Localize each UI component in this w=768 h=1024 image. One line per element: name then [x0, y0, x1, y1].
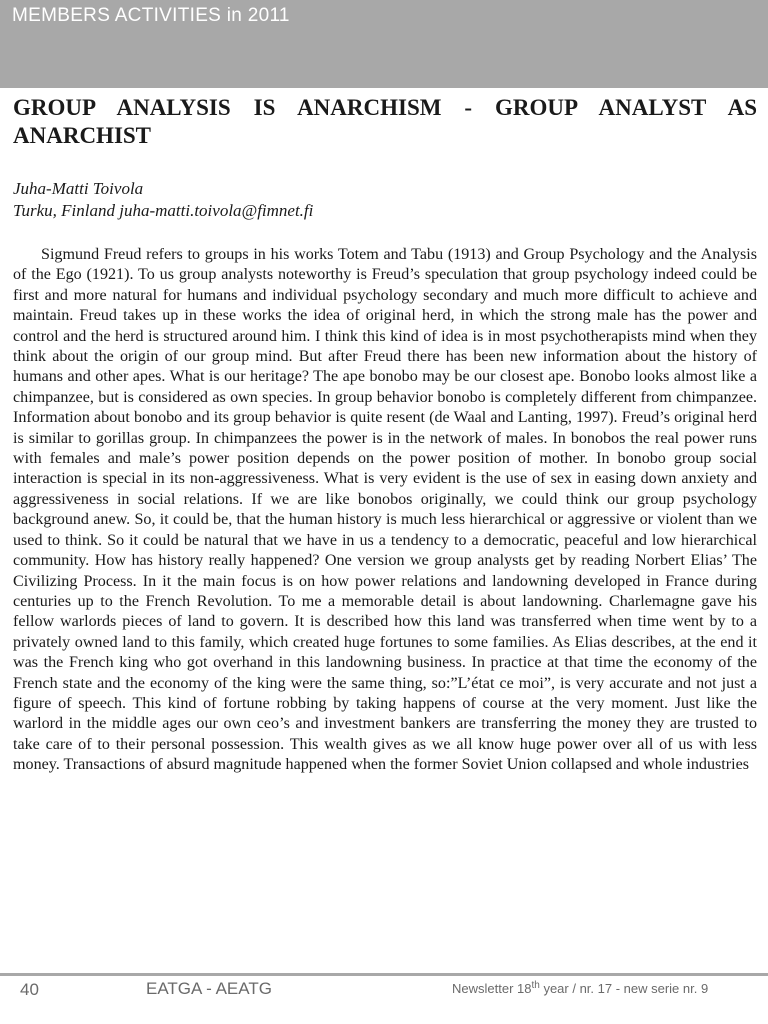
author-location-email: Turku, Finland juha-matti.toivola@fimnet.fi	[13, 201, 314, 220]
article-body: Sigmund Freud refers to groups in his works Totem and Tabu (1913) and Group Psychology and the Analysis of the Ego (1921). To us group analysts noteworthy is Freud’s speculation that group psychology indeed could be first and more natural for humans and individual psychology secondary and much more difficult to achieve and maintain. Freud takes up in these works the idea of original herd, in which the strong male has the power and control and the herd is structured around him. I think this kind of idea is in most psychotherapists mind when they think about the origin of our group mind. But after Freud there has been new information about the history of humans and other apes. What is our heritage? The ape bonobo may be our closest ape. Bonobo looks almost like a chimpanzee, but is considered as own species. In group behavior bonobo is completely different from chimpanzee. Information about bonobo and its group behavior is quite resent (de Waal and Lanting, 1997). Freud’s original herd is similar to gorillas group. In chimpanzees the power is in the network of males. In bonobos the real power runs with females and male’s power position depends on the power position of mother. In bonobo group social interaction is special in its non-aggressiveness. What is very evident is the use of sex in easing down anxiety and aggressiveness in social relations. If we are like bonobos originally, we could think our group psychology background anew. So, it could be, that the human history is much less hierarchical or aggressive or violent than we used to think. So it could be natural that we have in us a tendency to a democratic, peaceful and low hierarchical community. How has history really happened? One version we group analysts get by reading Norbert Elias’ The Civilizing Process. In it the main focus is on how power relations and landowning developed in France during centuries up to the French Revolution. To me a memorable detail is about landowning. Charlemagne gave his fellow warlords pieces of land to govern. It is described how this land was transferred when time went by to a privately owned land to this family, which created huge fortunes to some families. As Elias describes, at the end it was the French king who got overhand in this landowning business. In practice at that time the economy of the French state and the economy of the king were the same thing, so:”L’état ce moi”, is very accurate and not just a figure of speech. This kind of fortune robbing by taking happens of course at the very moment. Just like the warlord in the middle ages our own ceo’s and investment bankers are transferring the money they are trusted to take care of to their personal possession. This wealth gives as we all know huge power over all of us with less money. Transactions of absurd magnitude happened when the former Soviet Union collapsed and whole industries	[13, 246, 757, 774]
newsletter-prefix: Newsletter 18	[452, 981, 532, 996]
author-block	[13, 178, 757, 222]
author-name: Juha-Matti Toivola	[13, 179, 144, 198]
footer-divider	[0, 973, 768, 976]
section-label: MEMBERS ACTIVITIES in 2011	[12, 5, 290, 26]
organization-name: EATGA - AEATG	[146, 979, 272, 998]
newsletter-issue	[452, 980, 708, 996]
header-band	[0, 0, 768, 88]
newsletter-ordinal: th	[531, 980, 540, 991]
page-number: 40	[20, 980, 39, 999]
article-title: GROUP ANALYSIS IS ANARCHISM - GROUP ANALYST AS ANARCHIST	[13, 95, 757, 148]
page-footer	[0, 977, 768, 1007]
newsletter-suffix: year / nr. 17 - new serie nr. 9	[539, 981, 709, 996]
